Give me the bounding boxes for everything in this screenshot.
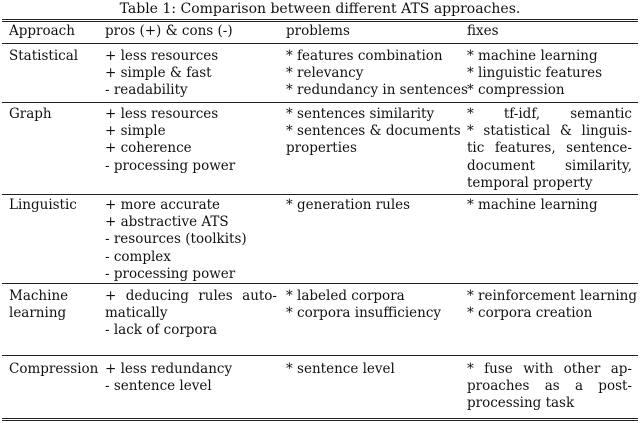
approach-cell <box>9 48 95 65</box>
cell-line: - lack of corpora <box>105 322 218 339</box>
table-caption: Table 1: Comparison between different ATS approaches. <box>119 1 521 17</box>
cell-line: * relevancy <box>286 65 364 82</box>
cell-line: document similarity, <box>467 157 632 174</box>
cell-line: - processing power <box>105 157 236 174</box>
cell-line: Linguistic <box>9 197 77 213</box>
header-fixes: fixes <box>467 23 499 39</box>
cell-line: processing task <box>467 395 575 412</box>
fixes-cell <box>467 106 632 192</box>
cell-line: - sentence level <box>105 378 212 395</box>
problems-cell <box>286 106 461 158</box>
cell-line: matically <box>105 305 168 322</box>
approach-cell <box>9 106 95 123</box>
approach-cell <box>9 197 95 214</box>
cell-line: * labeled corpora <box>286 288 405 304</box>
row-separator <box>2 194 638 195</box>
cell-line: * sentences similarity <box>286 106 435 122</box>
cell-line: * sentence level <box>286 361 395 377</box>
cell-line: * compression <box>467 82 565 99</box>
cell-line: * corpora insufficiency <box>286 305 442 322</box>
cell-line: * statistical & linguis- <box>467 123 632 140</box>
cell-line: tic features, sentence- <box>467 140 632 157</box>
fixes-cell <box>467 288 637 322</box>
pros-cons-cell <box>105 106 277 175</box>
cell-line: learning <box>9 305 67 322</box>
cell-line: * machine learning <box>467 197 598 213</box>
fixes-cell <box>467 197 632 214</box>
cell-line: temporal property <box>467 174 593 191</box>
pros-cons-cell <box>105 48 277 100</box>
cell-line: * linguistic features <box>467 65 603 82</box>
cell-line: Compression <box>9 361 99 377</box>
cell-line: * corpora creation <box>467 305 593 322</box>
cell-line: * features combination <box>286 48 443 64</box>
cell-line: + abstractive ATS <box>105 214 229 231</box>
cell-line: * redundancy in sentences <box>286 82 468 99</box>
approach-cell <box>9 288 95 322</box>
bottom-rule-second <box>2 420 638 421</box>
cell-line: proaches as a post- <box>467 378 632 395</box>
problems-cell <box>286 288 458 322</box>
row-separator <box>2 102 638 103</box>
pros-cons-cell <box>105 197 277 283</box>
pros-cons-cell <box>105 288 277 340</box>
cell-line: - processing power <box>105 265 236 282</box>
pros-cons-cell <box>105 361 277 395</box>
cell-line: Statistical <box>9 48 79 64</box>
cell-line: + less resources <box>105 106 219 122</box>
top-rule <box>2 19 638 20</box>
row-separator <box>2 283 638 284</box>
row-separator <box>2 355 638 356</box>
cell-line: + coherence <box>105 140 192 157</box>
cell-line: * fuse with other ap- <box>467 361 632 377</box>
cell-line: + less resources <box>105 48 219 64</box>
header-approach: Approach <box>9 23 75 39</box>
cell-line: * reinforcement learning <box>467 288 637 304</box>
cell-line: - readability <box>105 82 188 99</box>
problems-cell <box>286 197 458 214</box>
cell-line: * generation rules <box>286 197 411 213</box>
cell-line: + more accurate <box>105 197 221 213</box>
cell-line: - complex <box>105 248 171 265</box>
problems-cell <box>286 361 458 378</box>
header-problems: problems <box>286 23 350 39</box>
cell-line: properties <box>286 140 357 157</box>
cell-line: + simple <box>105 123 166 140</box>
cell-line: Graph <box>9 106 52 122</box>
fixes-cell <box>467 361 632 413</box>
problems-cell <box>286 48 468 100</box>
cell-line: + deducing rules auto- <box>105 288 277 304</box>
header-pros-cons: pros (+) & cons (-) <box>105 23 233 39</box>
header-rule <box>2 43 638 44</box>
cell-line: * machine learning <box>467 48 598 64</box>
fixes-cell <box>467 48 632 100</box>
cell-line: * tf-idf, semantic <box>467 106 632 122</box>
cell-line: + simple & fast <box>105 65 212 82</box>
top-rule-second <box>2 21 638 22</box>
approach-cell <box>9 361 99 378</box>
cell-line: - resources (toolkits) <box>105 231 247 248</box>
cell-line: * sentences & documents <box>286 123 461 140</box>
cell-line: Machine <box>9 288 69 304</box>
cell-line: + less redundancy <box>105 361 233 377</box>
bottom-rule <box>2 418 638 419</box>
